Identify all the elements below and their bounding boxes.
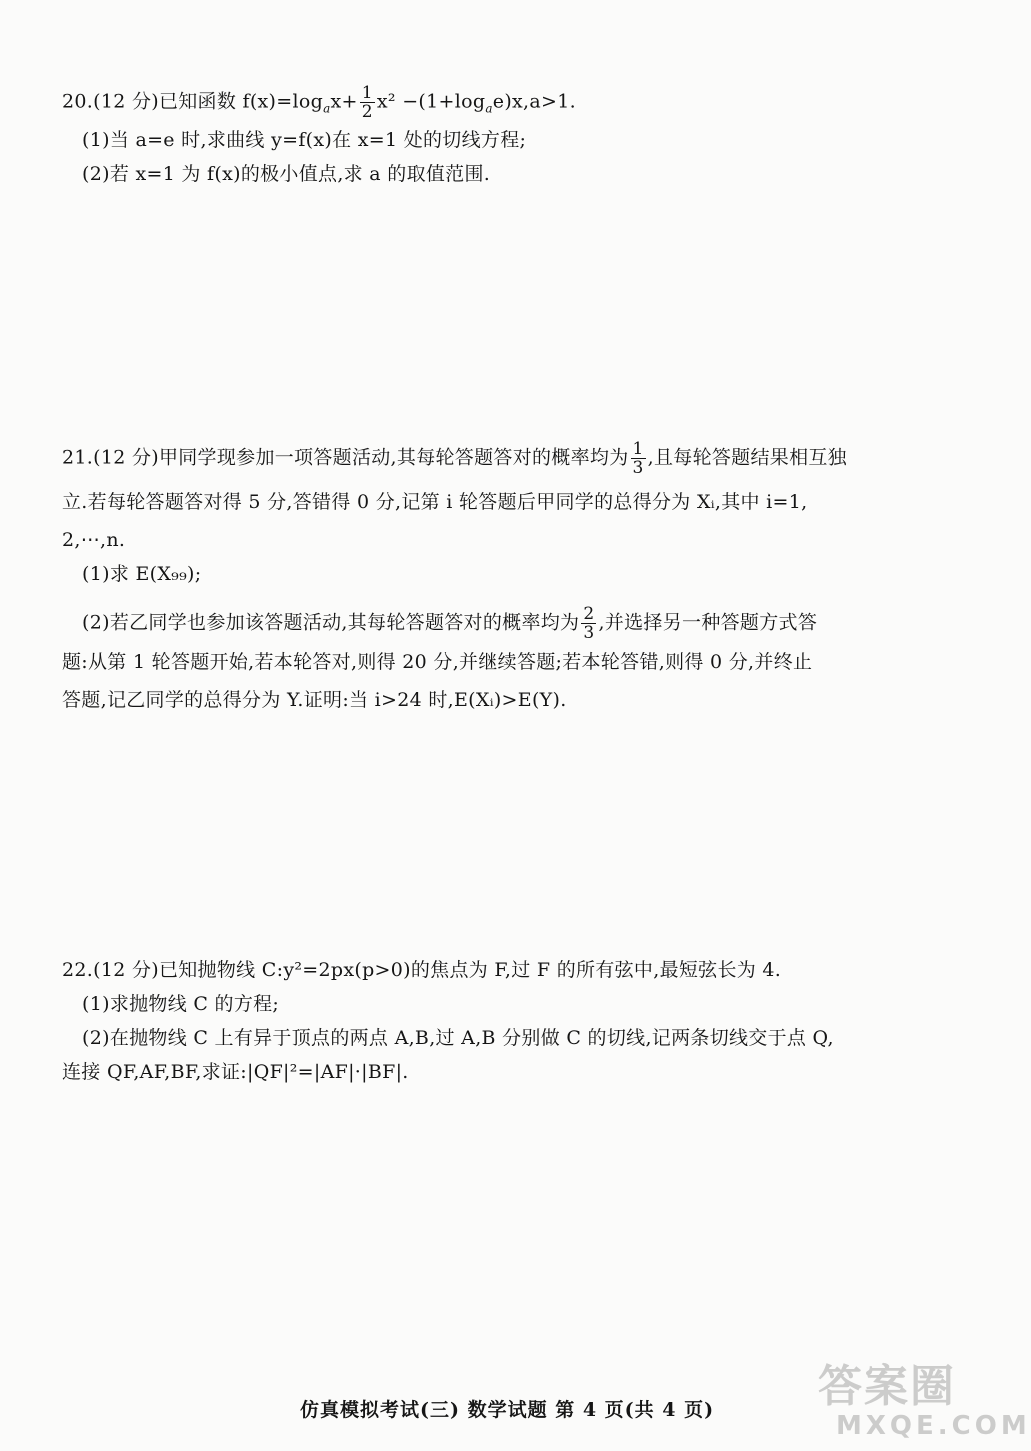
q22-stem: 22.(12 分)已知抛物线 C:y²=2px(p>0)的焦点为 F,过 F 的所有弦中,最短弦长为 4. xyxy=(62,959,782,981)
q21-frac1-num: 1 xyxy=(632,439,644,459)
q22-part2-line2: 连接 QF,AF,BF,求证:|QF|²=|AF|·|BF|. xyxy=(62,1061,409,1083)
q20-frac-num: 1 xyxy=(361,83,373,103)
q21-part2-line2: 题:从第 1 轮答题开始,若本轮答对,则得 20 分,并继续答题;若本轮答错,则得 0 分,并终止 xyxy=(62,651,813,673)
q21-part2 xyxy=(82,605,817,642)
q21-line3: 2,⋯,n. xyxy=(62,529,126,551)
q21-fraction-2 xyxy=(581,605,596,642)
q20-log-base-1: a xyxy=(323,101,331,116)
q22-part2: (2)在抛物线 C 上有异于顶点的两点 A,B,过 A,B 分别做 C 的切线,记两条切线交于点 Q, xyxy=(82,1027,834,1049)
q20-part2: (2)若 x=1 为 f(x)的极小值点,求 a 的取值范围. xyxy=(82,163,491,185)
q20-log-base-2: a xyxy=(485,101,493,116)
q21-fraction-1 xyxy=(631,440,646,477)
watermark-top: 答案圈 xyxy=(818,1361,956,1412)
q20-frac-den: 2 xyxy=(361,102,373,122)
q21-stem-b: ,且每轮答题结果相互独 xyxy=(647,446,847,469)
q20-part1: (1)当 a=e 时,求曲线 y=f(x)在 x=1 处的切线方程; xyxy=(82,129,527,151)
q21-part2-a: (2)若乙同学也参加该答题活动,其每轮答题答对的概率均为 xyxy=(82,611,580,634)
q20-stem-c: x² −(1+log xyxy=(376,90,486,113)
q21-frac2-den: 3 xyxy=(583,623,595,643)
q21-stem-a: 21.(12 分)甲同学现参加一项答题活动,其每轮答题答对的概率均为 xyxy=(62,446,629,469)
q20-fraction xyxy=(360,84,375,121)
q20-stem xyxy=(62,84,576,121)
q21-frac1-den: 3 xyxy=(632,458,644,478)
q20-stem-a: 20.(12 分)已知函数 f(x)=log xyxy=(62,90,324,113)
q21-stem xyxy=(62,440,847,477)
watermark-logo xyxy=(818,1361,1031,1442)
q21-part2-line3: 答题,记乙同学的总得分为 Y.证明:当 i>24 时,E(Xᵢ)>E(Y). xyxy=(62,689,567,711)
q21-part1: (1)求 E(X₉₉); xyxy=(82,563,202,585)
q21-line2: 立.若每轮答题答对得 5 分,答错得 0 分,记第 i 轮答题后甲同学的总得分为 Xᵢ,其中 i=1, xyxy=(62,491,808,513)
q20-stem-b: x+ xyxy=(330,90,358,113)
q20-stem-d: e)x,a>1. xyxy=(492,90,576,113)
page-footer: 仿真模拟考试(三) 数学试题 第 4 页(共 4 页) xyxy=(300,1399,715,1421)
q22-part1: (1)求抛物线 C 的方程; xyxy=(82,993,280,1015)
watermark-bottom: MXQE.COM xyxy=(836,1411,1031,1441)
q21-frac2-num: 2 xyxy=(583,604,595,624)
q21-part2-b: ,并选择另一种答题方式答 xyxy=(598,611,818,634)
